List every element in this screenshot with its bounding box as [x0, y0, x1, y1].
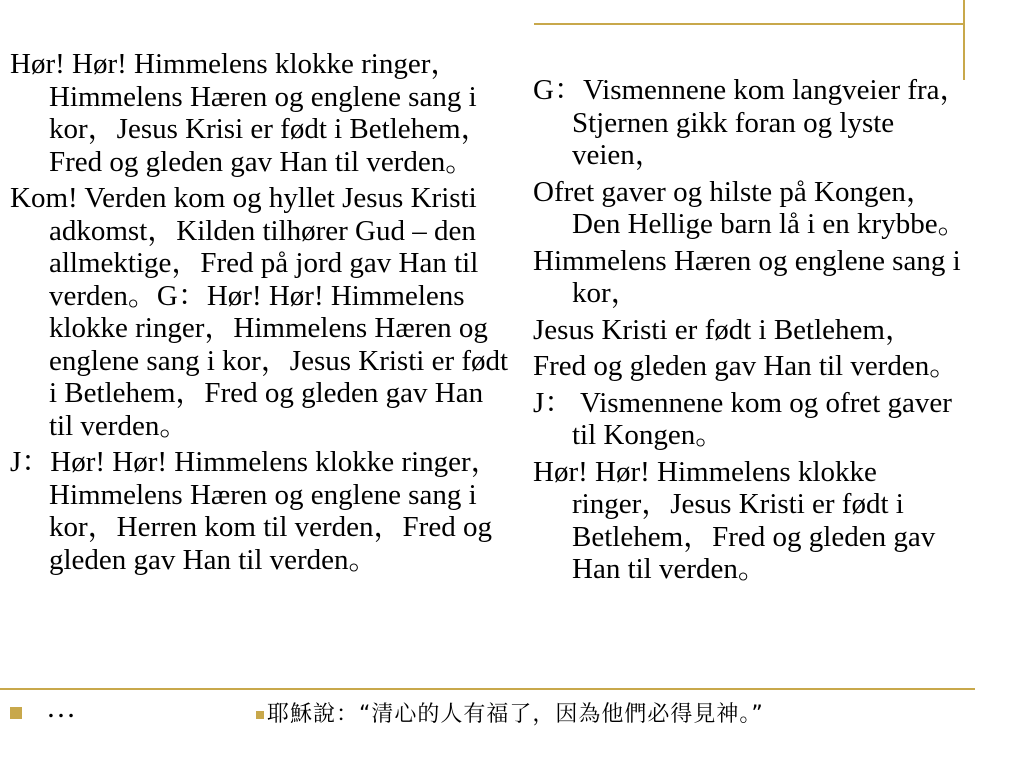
lyrics-paragraph: Fred og gleden gav Han til verden。: [533, 350, 959, 382]
right-lyrics-column: [533, 74, 973, 590]
lyrics-paragraph: Ofret gaver og hilste på Kongen，Den Hellige barn lå i en krybbe。: [533, 175, 967, 240]
bullet-icon: [10, 707, 22, 719]
lyrics-paragraph: G：Vismennene kom langveier fra，Stjernen gikk foran og lyste veien，: [533, 74, 969, 171]
footer-scripture-quote: [256, 702, 764, 728]
scripture-text: 耶穌說：“清心的人有福了，因為他們必得見神。”: [267, 702, 764, 727]
decorative-top-line: [534, 23, 964, 25]
lyrics-paragraph: Himmelens Hæren og englene sang i kor，: [533, 244, 961, 309]
lyrics-paragraph: J： Vismennene kom og ofret gaver til Kongen。: [533, 386, 952, 451]
lyrics-paragraph: Hør! Hør! Himmelens klokke ringer，Jesus Kristi er født i Betlehem，Fred og gleden gav Han til verden。: [533, 455, 936, 585]
lyrics-paragraph: J：Hør! Hør! Himmelens klokke ringer，Himmelens Hæren og englene sang i kor，Herren kom til verden，Fred og gleden gav Han til verden。: [10, 446, 500, 576]
decorative-bottom-line: [0, 688, 975, 690]
footer-ellipsis: …: [46, 691, 76, 724]
bullet-icon: [256, 711, 264, 719]
lyrics-paragraph: Kom! Verden kom og hyllet Jesus Kristi adkomst，Kilden tilhører Gud – den allmektige，Fred på jord gav Han til verden。G：Hør! Hør! Himmelens klokke ringer，Himmelens Hæren og englene sang i kor，Jesus Kristi er født i Betlehem，Fred og gleden gav Han til verden。: [10, 182, 509, 442]
decorative-vertical-line: [963, 0, 965, 80]
lyrics-paragraph: Jesus Kristi er født i Betlehem，: [533, 313, 914, 346]
left-lyrics-column: [10, 48, 510, 580]
lyrics-paragraph: Hør! Hør! Himmelens klokke ringer，Himmelens Hæren og englene sang i kor，Jesus Krisi er født i Betlehem，Fred og gleden gav Han til verden。: [10, 48, 490, 178]
